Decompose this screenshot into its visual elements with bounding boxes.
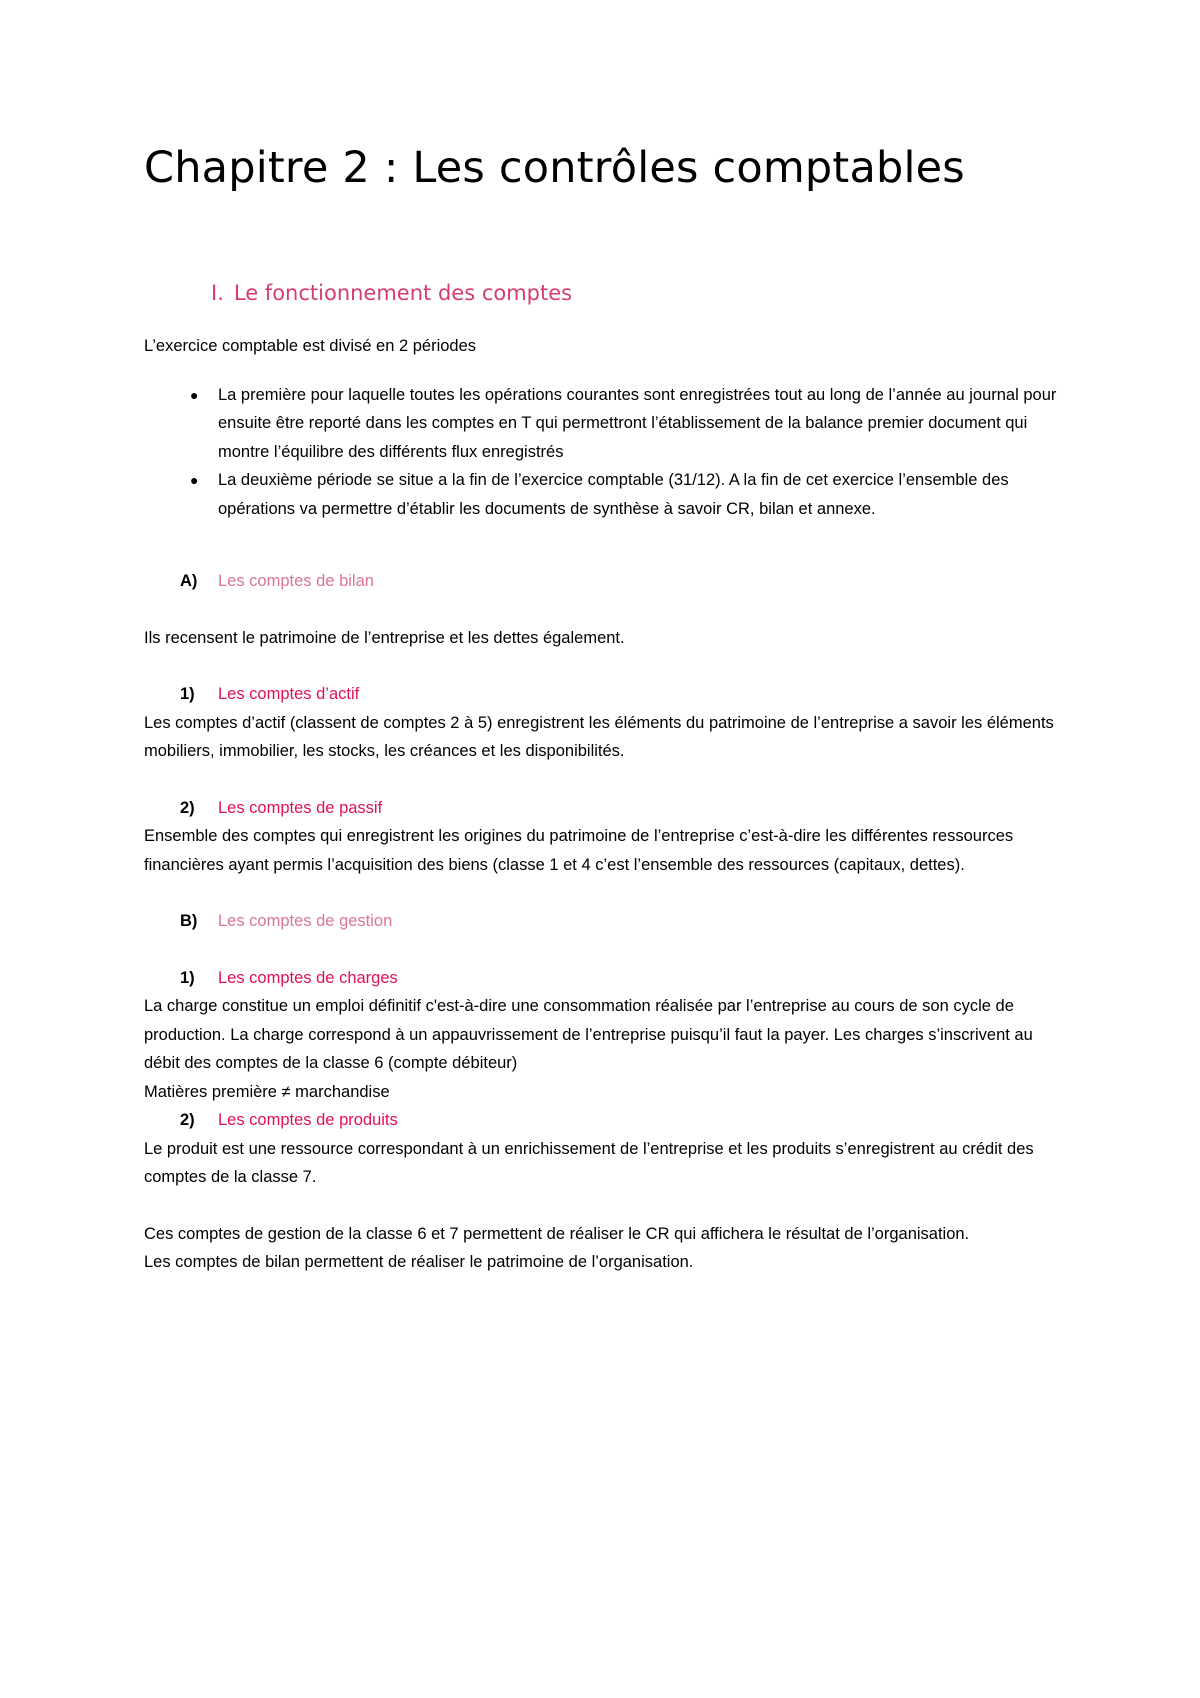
passif-paragraph: Ensemble des comptes qui enregistrent les origines du patrimoine de l’entreprise c’est-à-dire les différentes ressources financières ayant permis l’acquisition des biens (classe 1 et 4 c’est l’ensemble des ressources (capitaux, dettes). xyxy=(144,827,1014,874)
produits-paragraph: Le produit est une ressource correspondant à un enrichissement de l’entreprise et les produits s’enregistrent au crédit des comptes de la classe 7. xyxy=(144,1139,1034,1186)
page-title: Chapitre 2 : Les contrôles comptables xyxy=(144,143,965,193)
list-item-text: La première pour laquelle toutes les opérations courantes sont enregistrées tout au long de l’année au journal pour ensuite être reporté dans les comptes en T qui permettront l’établissement de la balance premier document qui montre l’équilibre des différents flux enregistrés xyxy=(218,385,1057,461)
periods-list xyxy=(144,381,1064,524)
heading-label: Les comptes de produits xyxy=(218,1111,398,1129)
subsection-number: B) xyxy=(180,912,198,930)
subsection-heading-b xyxy=(180,907,1064,936)
heading-actif xyxy=(180,680,1064,709)
section-number: I. xyxy=(211,281,224,305)
subsection-label: Les comptes de gestion xyxy=(218,912,393,930)
heading-number: 1) xyxy=(180,968,195,987)
heading-number: 1) xyxy=(180,685,195,703)
heading-number: 2) xyxy=(180,798,195,817)
list-item xyxy=(190,466,1064,523)
list-item-text: La deuxième période se situe a la fin de l’exercice comptable (31/12). A la fin de cet exercice l’ensemble des opérations va permettre d’établir les documents de synthèse à savoir CR, bilan et annexe. xyxy=(218,471,1009,518)
intro-paragraph: L’exercice comptable est divisé en 2 périodes xyxy=(144,337,477,355)
heading-label: Les comptes d’actif xyxy=(218,685,360,703)
actif-paragraph: Les comptes d’actif (classent de comptes 2 à 5) enregistrent les éléments du patrimoine de l’entreprise a savoir les éléments mobiliers, immobilier, les stocks, les créances et les disponibilités. xyxy=(144,713,1054,760)
bullet-icon: ● xyxy=(190,386,199,403)
charges-paragraph: La charge constitue un emploi définitif c'est-à-dire une consommation réalisée par l’entreprise au cours de son cycle de production. La charge correspond à un appauvrissement de l’entreprise puisqu’il faut la payer. Les charges s’inscrivent au débit des comptes de la classe 6 (compte débiteur) xyxy=(144,997,1033,1072)
bilan-paragraph: Ils recensent le patrimoine de l’entreprise et les dettes également. xyxy=(144,628,625,647)
subsection-heading-a xyxy=(180,567,1064,596)
conclusion-line-2: Les comptes de bilan permettent de réaliser le patrimoine de l’organisation. xyxy=(144,1253,694,1271)
bullet-icon: ● xyxy=(190,472,199,488)
document-body xyxy=(144,276,1064,1277)
heading-passif xyxy=(180,794,1064,823)
section-label: Le fonctionnement des comptes xyxy=(233,281,573,305)
subsection-label: Les comptes de bilan xyxy=(218,572,374,590)
list-item xyxy=(190,381,1064,467)
section-heading-1 xyxy=(211,276,1064,310)
subsection-number: A) xyxy=(180,572,198,590)
heading-produits xyxy=(180,1106,1064,1135)
heading-label: Les comptes de passif xyxy=(218,798,383,817)
conclusion-line-1: Ces comptes de gestion de la classe 6 et 7 permettent de réaliser le CR qui affichera le résultat de l’organisation. xyxy=(144,1224,970,1243)
charges-note: Matières première ≠ marchandise xyxy=(144,1082,390,1101)
heading-charges xyxy=(180,964,1064,993)
heading-number: 2) xyxy=(180,1111,195,1129)
heading-label: Les comptes de charges xyxy=(218,968,398,987)
